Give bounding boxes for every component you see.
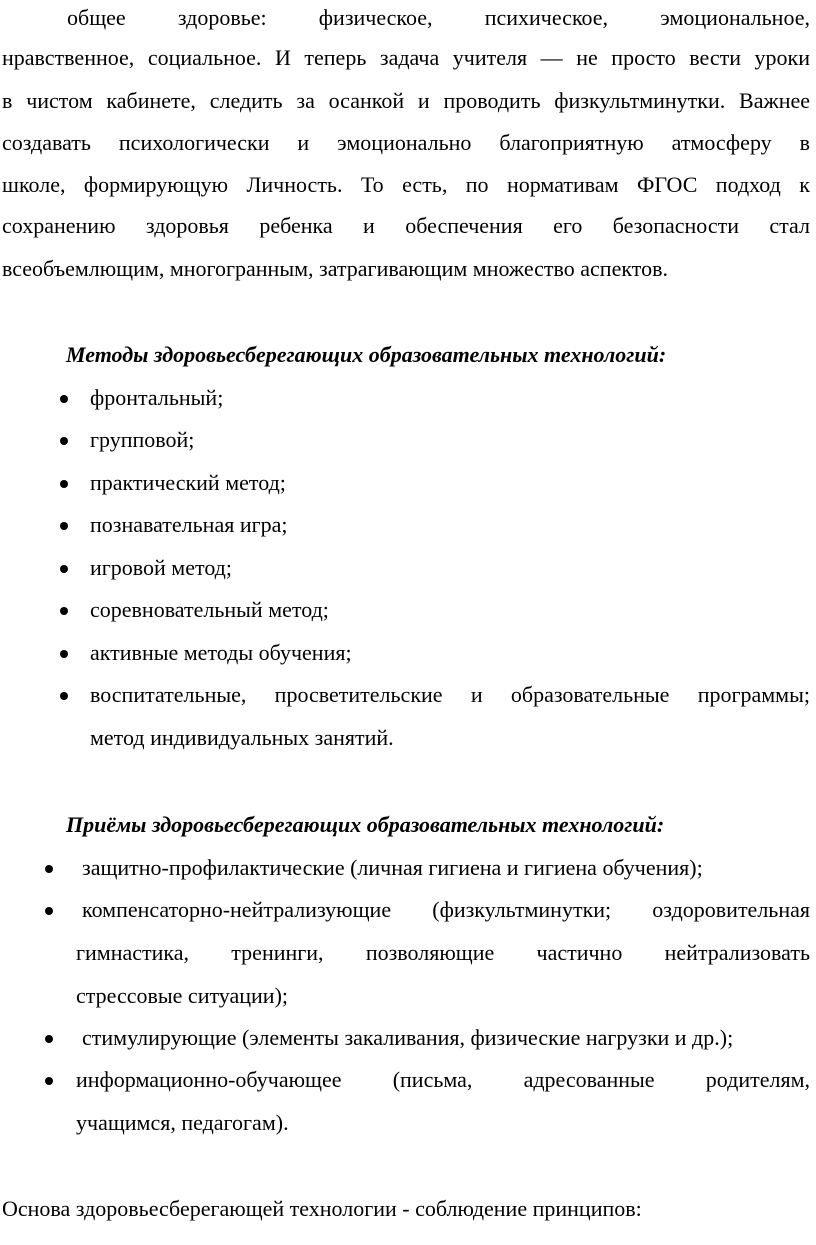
list-item: активные методы обучения; (90, 640, 352, 665)
intro-line: общее здоровье: физическое, психическое, эмоциональное, (67, 5, 810, 30)
techniques-heading: Приёмы здоровьесберегающих образовательных технологий: (66, 812, 665, 837)
intro-line: создавать психологически и эмоционально благоприятную атмосферу в (2, 130, 810, 155)
bullet-icon (60, 650, 68, 658)
list-item: компенсаторно-нейтрализующие (физкультминутки; оздоровительная (82, 897, 810, 922)
bullet-icon (60, 607, 68, 615)
list-item: соревновательный метод; (90, 597, 329, 622)
bullet-icon (45, 865, 53, 873)
intro-line: сохранению здоровья ребенка и обеспечения его безопасности стал (2, 213, 810, 238)
list-item: воспитательные, просветительские и образовательные программы; (90, 682, 810, 707)
bullet-icon (60, 395, 68, 403)
bullet-icon (45, 907, 53, 915)
list-item-continuation: стрессовые ситуации); (76, 983, 289, 1008)
intro-line: в чистом кабинете, следить за осанкой и проводить физкультминутки. Важнее (2, 88, 810, 113)
intro-line: нравственное, социальное. И теперь задача учителя — не просто вести уроки (2, 45, 810, 70)
list-item-continuation: учащимся, педагогам). (76, 1110, 289, 1135)
list-item: фронтальный; (90, 385, 224, 410)
list-item: практический метод; (90, 470, 286, 495)
footer-text: Основа здоровьесберегающей технологии - соблюдение принципов: (2, 1196, 642, 1221)
bullet-icon (60, 480, 68, 488)
bullet-icon (60, 692, 68, 700)
list-item: стимулирующие (элементы закаливания, физические нагрузки и др.); (82, 1025, 734, 1050)
list-item: групповой; (90, 427, 195, 452)
methods-heading: Методы здоровьесберегающих образовательных технологий: (66, 342, 667, 367)
list-item-continuation: метод индивидуальных занятий. (90, 725, 394, 750)
bullet-icon (45, 1077, 53, 1085)
list-item-continuation: гимнастика, тренинги, позволяющие частично нейтрализовать (76, 940, 810, 965)
bullet-icon (60, 522, 68, 530)
bullet-icon (60, 565, 68, 573)
intro-line: школе, формирующую Личность. То есть, по нормативам ФГОС подход к (2, 172, 810, 197)
intro-line: всеобъемлющим, многогранным, затрагивающим множество аспектов. (2, 256, 668, 281)
list-item: игровой метод; (90, 555, 232, 580)
list-item: защитно-профилактические (личная гигиена и гигиена обучения); (82, 855, 703, 880)
list-item: познавательная игра; (90, 512, 288, 537)
bullet-icon (60, 437, 68, 445)
list-item: информационно-обучающее (письма, адресованные родителям, (76, 1067, 810, 1092)
bullet-icon (45, 1035, 53, 1043)
